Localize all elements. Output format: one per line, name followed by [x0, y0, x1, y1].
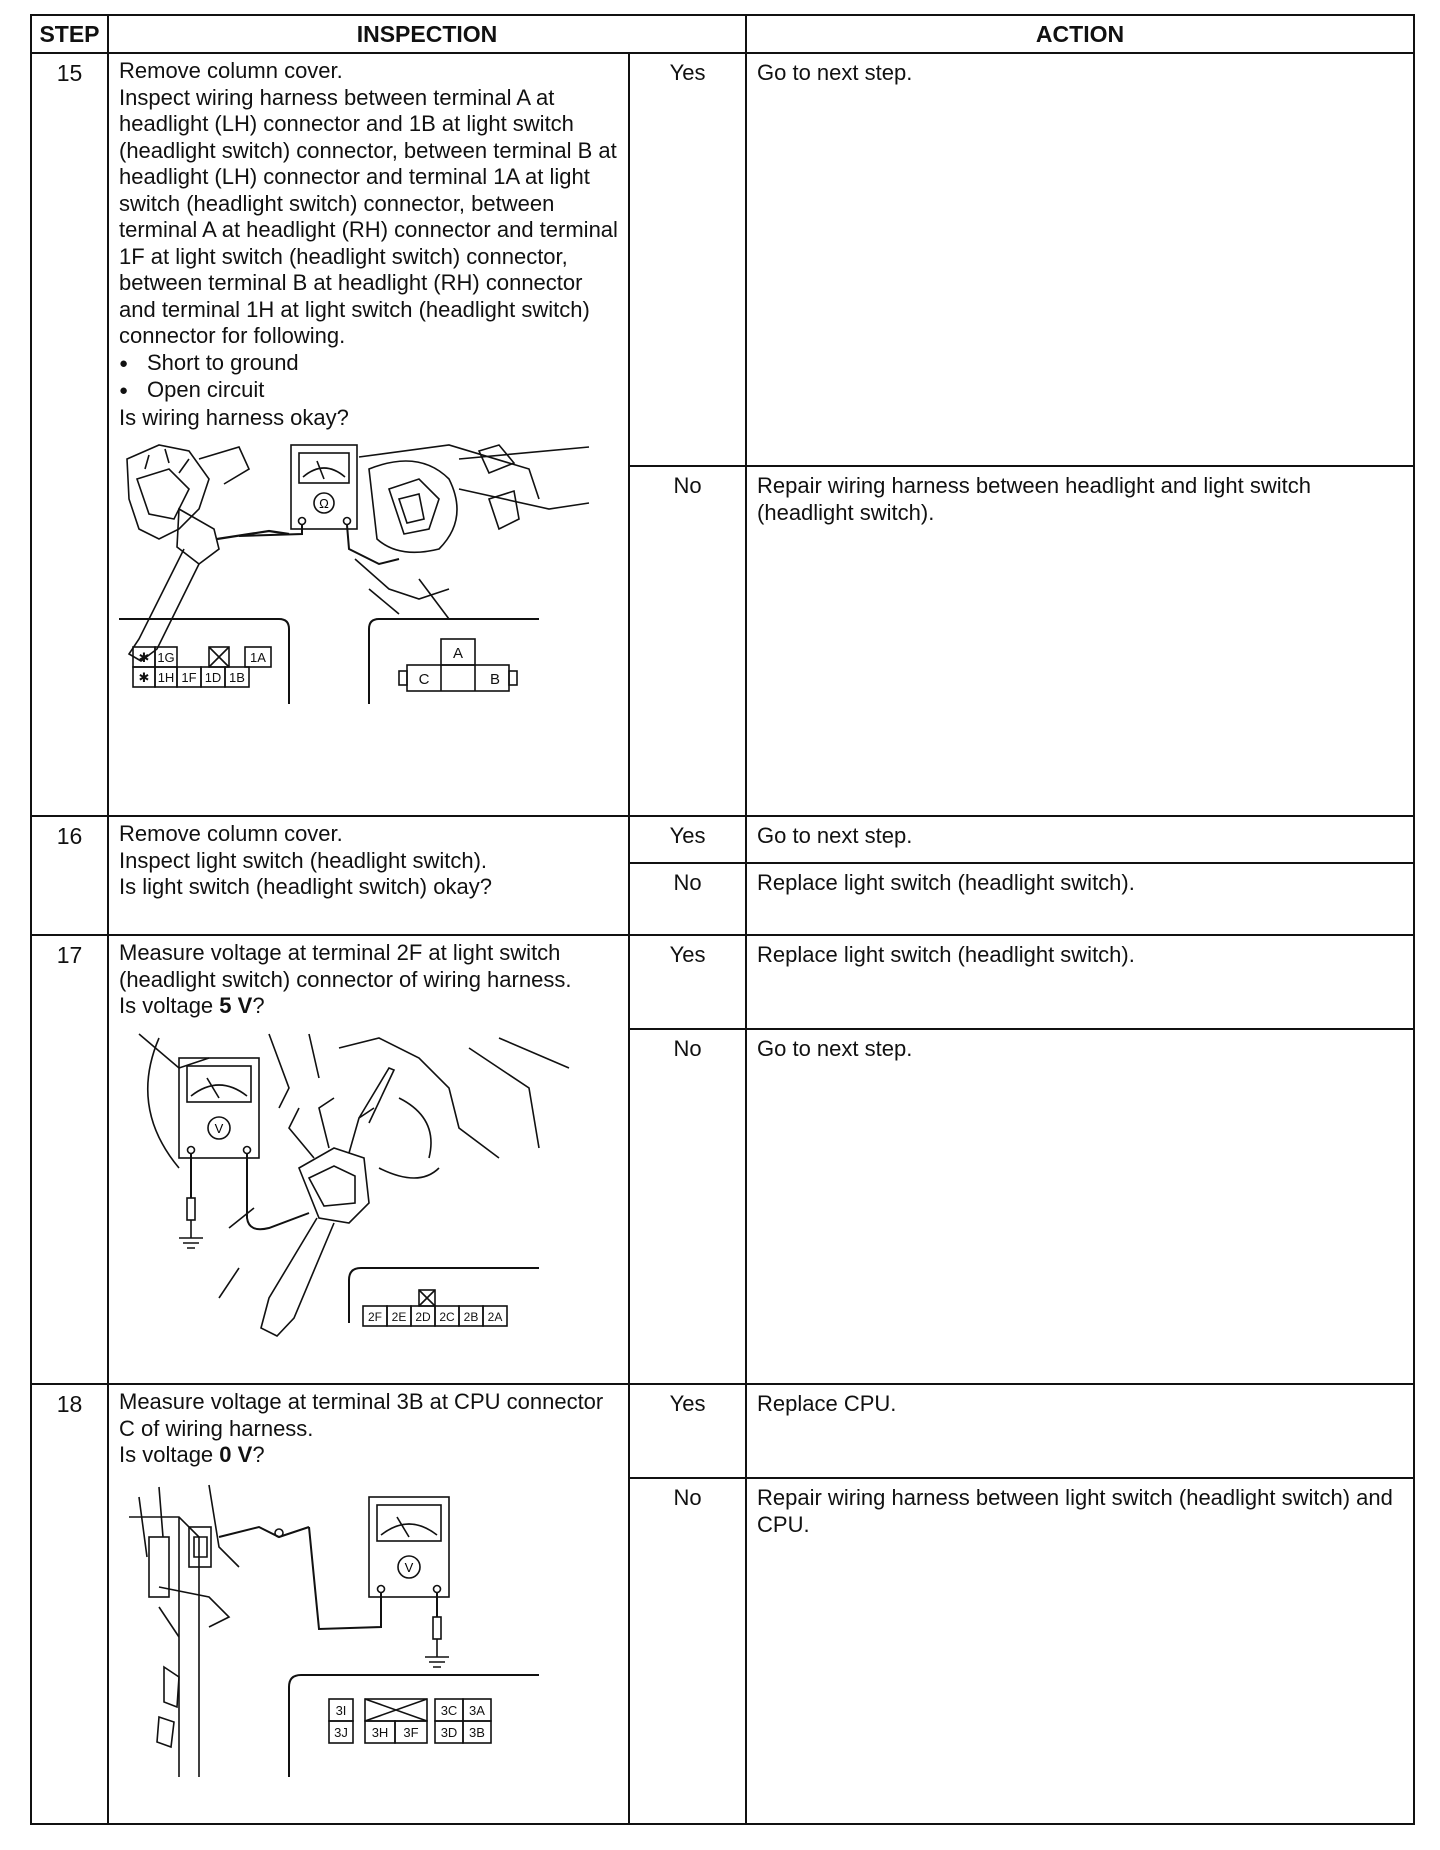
pin-label: B	[489, 671, 501, 688]
step-number: 15	[31, 53, 108, 816]
step-18-no-label: No	[629, 1478, 746, 1824]
inspection-line: Measure voltage at terminal 3B at CPU connector C of wiring harness.	[119, 1389, 604, 1441]
step-18-yes-action: Replace CPU.	[746, 1384, 1414, 1478]
step-15-no-action: Repair wiring harness between headlight and light switch (headlight switch).	[746, 466, 1414, 816]
pin-label: 3I	[335, 1702, 347, 1718]
pin-label: 1D	[204, 670, 222, 685]
connector-left	[133, 647, 271, 687]
bullet-item: ● Open circuit	[119, 377, 618, 405]
step-15-no-label: No	[629, 466, 746, 816]
pin-label: 3F	[403, 1724, 419, 1740]
inspection-question: Is voltage 5 V?	[119, 993, 265, 1018]
connector-2	[363, 1290, 507, 1326]
step-15-yes-label: Yes	[629, 53, 746, 466]
ohm-symbol: Ω	[319, 496, 329, 511]
step-16-yes-action: Go to next step.	[746, 816, 1414, 863]
pin-label: 2E	[391, 1309, 407, 1324]
pin-label: 2C	[439, 1309, 455, 1324]
connector-3	[329, 1699, 491, 1743]
inspection-question: Is wiring harness okay?	[119, 404, 349, 430]
step-16-yes-label: Yes	[629, 816, 746, 863]
step-17-no-action: Go to next step.	[746, 1029, 1414, 1384]
step-17-yes-row	[31, 935, 1414, 1029]
voltage-value: 5 V	[219, 993, 253, 1018]
pin-label: ✱	[138, 670, 150, 685]
step-15-inspection	[108, 53, 629, 816]
inspection-line: Remove column cover.	[119, 821, 343, 846]
step-17-yes-action: Replace light switch (headlight switch).	[746, 935, 1414, 1029]
step-16-yes-row	[31, 816, 1414, 863]
pin-label: 2A	[487, 1309, 503, 1324]
pin-label: 3A	[469, 1702, 485, 1718]
pin-label: 1B	[229, 670, 245, 685]
switch-voltage-diagram	[119, 1028, 619, 1348]
step-number: 16	[31, 816, 108, 935]
troubleshooting-table	[30, 14, 1415, 1825]
inspection-line: Remove column cover.	[119, 58, 343, 83]
pin-label: 3J	[334, 1724, 348, 1740]
inspection-line: Inspect light switch (headlight switch).	[119, 847, 488, 873]
step-16-inspection	[108, 816, 629, 935]
pin-label: 3D	[440, 1724, 458, 1740]
headlight-harness-diagram	[119, 439, 619, 731]
pin-label: ✱	[138, 650, 150, 665]
step-number: 17	[31, 935, 108, 1384]
voltage-value: 0 V	[219, 1442, 253, 1467]
step-18-yes-label: Yes	[629, 1384, 746, 1478]
header-step: STEP	[31, 15, 108, 53]
step-16-no-label: No	[629, 863, 746, 935]
header-row	[31, 15, 1414, 53]
pin-label: 3H	[371, 1724, 389, 1740]
step-18-inspection	[108, 1384, 629, 1824]
pin-label: 2B	[463, 1309, 479, 1324]
connector-right	[399, 639, 517, 691]
step-17-inspection	[108, 935, 629, 1384]
bullet-item: ● Short to ground	[119, 350, 618, 378]
inspection-question: Is voltage 0 V?	[119, 1442, 265, 1467]
pin-label: 1G	[157, 650, 175, 665]
pin-label: 1A	[250, 650, 266, 665]
step-18-yes-row	[31, 1384, 1414, 1478]
step-15-yes-row	[31, 53, 1414, 466]
step-16-no-action: Replace light switch (headlight switch).	[746, 863, 1414, 935]
inspection-question: Is light switch (headlight switch) okay?	[119, 874, 492, 899]
pin-label: 1H	[157, 670, 175, 685]
pin-label: 3B	[469, 1724, 485, 1740]
volt-symbol: V	[404, 1559, 414, 1575]
inspection-line: Measure voltage at terminal 2F at light switch (headlight switch) connector of wiring harness.	[119, 940, 572, 992]
step-17-no-label: No	[629, 1029, 746, 1384]
pin-label: 2F	[367, 1309, 383, 1324]
volt-symbol: V	[214, 1120, 224, 1136]
header-action: ACTION	[746, 15, 1414, 53]
step-17-yes-label: Yes	[629, 935, 746, 1029]
pin-label: 3C	[440, 1702, 458, 1718]
pin-label: C	[418, 671, 430, 688]
pin-label: A	[452, 645, 464, 662]
step-number: 18	[31, 1384, 108, 1824]
pin-label: 1F	[181, 670, 197, 685]
pin-label: 2D	[415, 1309, 431, 1324]
step-18-no-action: Repair wiring harness between light switch (headlight switch) and CPU.	[746, 1478, 1414, 1824]
cpu-voltage-diagram	[119, 1477, 619, 1797]
header-inspection: INSPECTION	[108, 15, 746, 53]
step-15-yes-action: Go to next step.	[746, 53, 1414, 466]
inspection-line: Inspect wiring harness between terminal A at headlight (LH) connector and 1B at light switch (headlight switch) connector, between terminal B at headlight (LH) connector and terminal 1A at light switch (headlight switch) connector, between terminal A at headlight (RH) connector and terminal 1F at light switch (headlight switch) connector, between terminal B at headlight (RH) connector and terminal 1H at light switch (headlight switch) connector for following.	[119, 84, 618, 348]
